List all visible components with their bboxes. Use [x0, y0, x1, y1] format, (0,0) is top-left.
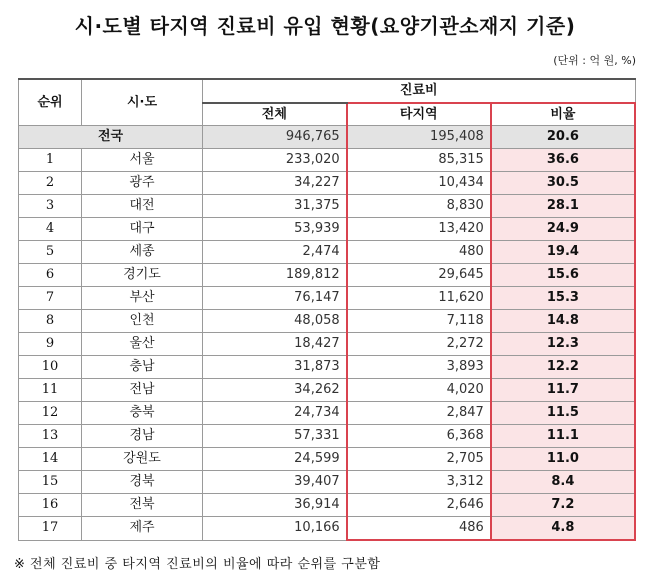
sido-cell: 강원도	[82, 448, 203, 471]
total-cell: 48,058	[203, 310, 347, 333]
ratio-cell: 11.7	[491, 379, 635, 402]
other-cell: 480	[347, 241, 491, 264]
ratio-cell: 30.5	[491, 172, 635, 195]
unit-label: (단위 : 억 원, %)	[553, 54, 636, 67]
rank-cell: 13	[19, 425, 82, 448]
rank-cell: 12	[19, 402, 82, 425]
rank-cell: 6	[19, 264, 82, 287]
total-cell: 18,427	[203, 333, 347, 356]
total-cell: 57,331	[203, 425, 347, 448]
header-row	[19, 79, 636, 103]
total-cell: 31,873	[203, 356, 347, 379]
other-cell: 11,620	[347, 287, 491, 310]
ratio-cell: 24.9	[491, 218, 635, 241]
rank-cell: 4	[19, 218, 82, 241]
national-other: 195,408	[347, 126, 491, 149]
ratio-cell: 11.1	[491, 425, 635, 448]
sido-cell: 대구	[82, 218, 203, 241]
sido-cell: 인천	[82, 310, 203, 333]
ratio-cell: 12.2	[491, 356, 635, 379]
table-row	[19, 471, 636, 494]
table-row	[19, 241, 636, 264]
total-cell: 31,375	[203, 195, 347, 218]
rank-cell: 3	[19, 195, 82, 218]
header-total: 전체	[203, 103, 347, 126]
other-cell: 10,434	[347, 172, 491, 195]
table-row	[19, 264, 636, 287]
sido-cell: 전북	[82, 494, 203, 517]
table-row	[19, 287, 636, 310]
page-title: 시·도별 타지역 진료비 유입 현황(요양기관소재지 기준)	[74, 14, 576, 38]
header-other: 타지역	[347, 103, 491, 126]
table-row	[19, 517, 636, 541]
ratio-cell: 36.6	[491, 149, 635, 172]
total-cell: 36,914	[203, 494, 347, 517]
sido-cell: 경북	[82, 471, 203, 494]
table-row	[19, 379, 636, 402]
sido-cell: 서울	[82, 149, 203, 172]
sido-cell: 전남	[82, 379, 203, 402]
table-row	[19, 149, 636, 172]
table-row	[19, 402, 636, 425]
sido-cell: 광주	[82, 172, 203, 195]
header-ratio: 비율	[491, 103, 635, 126]
table-row	[19, 356, 636, 379]
sido-cell: 충북	[82, 402, 203, 425]
ratio-cell: 12.3	[491, 333, 635, 356]
ratio-cell: 28.1	[491, 195, 635, 218]
table-row	[19, 425, 636, 448]
rank-cell: 5	[19, 241, 82, 264]
table-row	[19, 195, 636, 218]
rank-cell: 14	[19, 448, 82, 471]
total-cell: 53,939	[203, 218, 347, 241]
other-cell: 85,315	[347, 149, 491, 172]
other-cell: 2,272	[347, 333, 491, 356]
total-cell: 24,734	[203, 402, 347, 425]
medical-cost-table	[18, 78, 636, 541]
ratio-cell: 14.8	[491, 310, 635, 333]
other-cell: 2,646	[347, 494, 491, 517]
other-cell: 3,312	[347, 471, 491, 494]
rank-cell: 10	[19, 356, 82, 379]
sido-cell: 경기도	[82, 264, 203, 287]
total-cell: 189,812	[203, 264, 347, 287]
header-rank: 순위	[19, 79, 82, 126]
other-cell: 2,705	[347, 448, 491, 471]
rank-cell: 11	[19, 379, 82, 402]
other-cell: 3,893	[347, 356, 491, 379]
rank-cell: 9	[19, 333, 82, 356]
table-row	[19, 448, 636, 471]
rank-cell: 8	[19, 310, 82, 333]
ratio-cell: 11.0	[491, 448, 635, 471]
ratio-cell: 11.5	[491, 402, 635, 425]
table-row	[19, 494, 636, 517]
sido-cell: 대전	[82, 195, 203, 218]
other-cell: 8,830	[347, 195, 491, 218]
table-row	[19, 310, 636, 333]
ratio-cell: 7.2	[491, 494, 635, 517]
total-cell: 34,262	[203, 379, 347, 402]
total-cell: 10,166	[203, 517, 347, 541]
table-body	[19, 126, 636, 541]
other-cell: 6,368	[347, 425, 491, 448]
footnote: ※ 전체 진료비 중 타지역 진료비의 비율에 따라 순위를 구분함	[14, 557, 381, 572]
table-row	[19, 333, 636, 356]
other-cell: 486	[347, 517, 491, 541]
sido-cell: 세종	[82, 241, 203, 264]
other-cell: 2,847	[347, 402, 491, 425]
rank-cell: 15	[19, 471, 82, 494]
total-cell: 233,020	[203, 149, 347, 172]
ratio-cell: 15.3	[491, 287, 635, 310]
other-cell: 29,645	[347, 264, 491, 287]
ratio-cell: 4.8	[491, 517, 635, 541]
ratio-cell: 19.4	[491, 241, 635, 264]
national-row	[19, 126, 636, 149]
header-group: 진료비	[203, 79, 636, 103]
sido-cell: 부산	[82, 287, 203, 310]
ratio-cell: 15.6	[491, 264, 635, 287]
total-cell: 2,474	[203, 241, 347, 264]
rank-cell: 17	[19, 517, 82, 541]
table-row	[19, 172, 636, 195]
national-ratio: 20.6	[491, 126, 635, 149]
table-row	[19, 218, 636, 241]
rank-cell: 1	[19, 149, 82, 172]
sido-cell: 울산	[82, 333, 203, 356]
other-cell: 13,420	[347, 218, 491, 241]
national-total: 946,765	[203, 126, 347, 149]
national-label: 전국	[19, 126, 203, 149]
total-cell: 76,147	[203, 287, 347, 310]
sido-cell: 충남	[82, 356, 203, 379]
other-cell: 7,118	[347, 310, 491, 333]
ratio-cell: 8.4	[491, 471, 635, 494]
other-cell: 4,020	[347, 379, 491, 402]
sido-cell: 제주	[82, 517, 203, 541]
sido-cell: 경남	[82, 425, 203, 448]
header-sido: 시·도	[82, 79, 203, 126]
total-cell: 24,599	[203, 448, 347, 471]
rank-cell: 2	[19, 172, 82, 195]
total-cell: 39,407	[203, 471, 347, 494]
total-cell: 34,227	[203, 172, 347, 195]
rank-cell: 7	[19, 287, 82, 310]
rank-cell: 16	[19, 494, 82, 517]
